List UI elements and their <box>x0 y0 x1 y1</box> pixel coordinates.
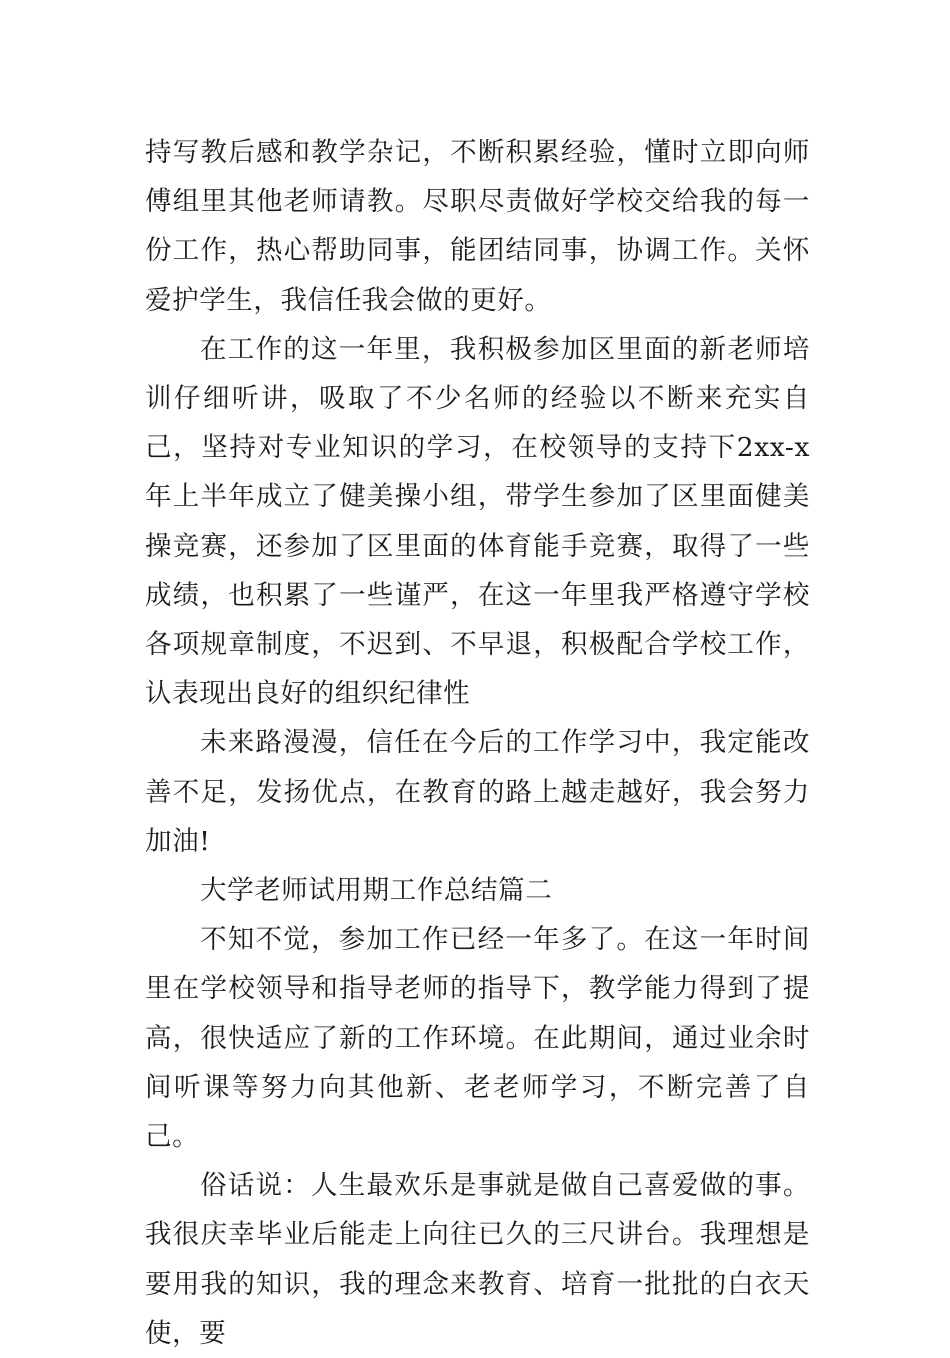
paragraph-1: 持写教后感和教学杂记，不断积累经验，懂时立即向师傅组里其他老师请教。尽职尽责做好学校交给我的每一份工作，热心帮助同事，能团结同事，协调工作。关怀爱护学生，我信任我会做的更好。 <box>145 137 810 316</box>
document-body <box>145 128 810 1358</box>
paragraph-4: 不知不觉，参加工作已经一年多了。在这一年时间里在学校领导和指导老师的指导下，教学能力得到了提高，很快适应了新的工作环境。在此期间，通过业余时间听课等努力向其他新、老老师学习，不断完善了自己。 <box>145 924 810 1153</box>
paragraph-3: 未来路漫漫，信任在今后的工作学习中，我定能改善不足，发扬优点，在教育的路上越走越好，我会努力加油! <box>145 727 810 857</box>
paragraph-2: 在工作的这一年里，我积极参加区里面的新老师培训仔细听讲，吸取了不少名师的经验以不断来充实自己，坚持对专业知识的学习，在校领导的支持下2xx-x年上半年成立了健美操小组，带学生参加了区里面健美操竞赛，还参加了区里面的体育能手竞赛，取得了一些成绩，也积累了一些谨严，在这一年里我严格遵守学校各项规章制度，不迟到、不早退，积极配合学校工作，认表现出良好的组织纪律性 <box>145 333 810 710</box>
paragraph-5: 俗话说：人生最欢乐是事就是做自己喜爱做的事。我很庆幸毕业后能走上向往已久的三尺讲台。我理想是要用我的知识，我的理念来教育、培育一批批的白衣天使，要 <box>145 1170 810 1349</box>
section-heading: 大学老师试用期工作总结篇二 <box>200 875 553 907</box>
